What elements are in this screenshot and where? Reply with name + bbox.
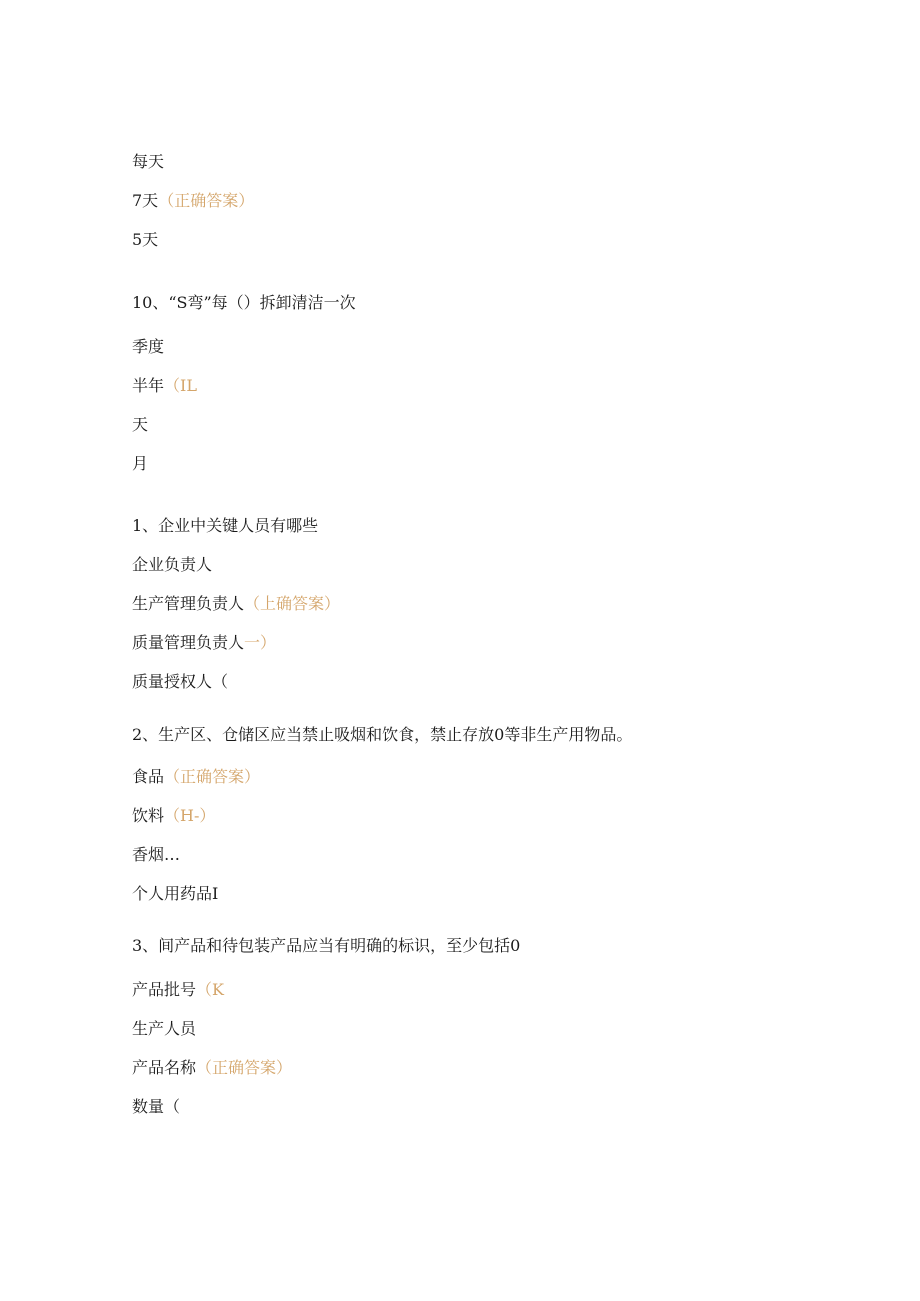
option-text: 天	[132, 415, 149, 434]
answer-note: （正确答案）	[164, 767, 261, 786]
option-text: 香烟…	[132, 845, 181, 864]
option-line	[132, 633, 276, 653]
option-text: 产品批号	[132, 980, 197, 999]
answer-note: 一）	[244, 633, 277, 652]
option-text: 每天	[132, 152, 165, 171]
answer-note: （正确答案）	[158, 191, 255, 210]
question-text: 3、间产品和待包装产品应当有明确的标识，至少包括0	[132, 936, 521, 955]
option-text: 生产人员	[132, 1019, 197, 1038]
option-line	[132, 376, 197, 396]
option-line	[132, 454, 148, 474]
option-line	[132, 884, 218, 904]
option-line	[132, 337, 164, 357]
option-line	[132, 845, 180, 865]
option-text: 饮料	[132, 806, 165, 825]
question-line	[132, 725, 632, 745]
option-text: 5天	[132, 230, 159, 249]
question-line	[132, 936, 520, 956]
option-text: 数量（	[132, 1097, 181, 1116]
option-line	[132, 230, 158, 250]
question-text: 1、企业中关键人员有哪些	[132, 516, 319, 535]
option-line	[132, 594, 340, 614]
option-text: 企业负责人	[132, 555, 213, 574]
option-text: 7天	[132, 191, 159, 210]
option-text: 质量管理负责人	[132, 633, 245, 652]
question-text: 2、生产区、仓储区应当禁止吸烟和饮食，禁止存放0等非生产用物品。	[132, 725, 633, 744]
option-text: 产品名称	[132, 1058, 197, 1077]
question-text: 10、“S弯”每（）拆卸清洁一次	[132, 293, 356, 312]
answer-note: （H-）	[164, 806, 216, 825]
option-text: 月	[132, 454, 149, 473]
answer-note: （K	[196, 980, 224, 999]
option-line	[132, 191, 254, 211]
option-line	[132, 980, 224, 1000]
option-text: 半年	[132, 376, 165, 395]
option-line	[132, 555, 212, 575]
option-text: 季度	[132, 337, 165, 356]
option-line	[132, 767, 260, 787]
option-line	[132, 152, 164, 172]
option-text: 食品	[132, 767, 165, 786]
option-line	[132, 1097, 180, 1117]
option-line	[132, 1019, 196, 1039]
option-line	[132, 806, 215, 826]
option-line	[132, 415, 148, 435]
question-line	[132, 293, 356, 313]
option-text: 质量授权人（	[132, 672, 229, 691]
option-text: 生产管理负责人	[132, 594, 245, 613]
option-line	[132, 672, 228, 692]
question-line	[132, 516, 318, 536]
option-text: 个人用药品I	[132, 884, 219, 903]
answer-note: （上确答案）	[244, 594, 341, 613]
answer-note: （正确答案）	[196, 1058, 293, 1077]
option-line	[132, 1058, 292, 1078]
answer-note: （IL	[164, 376, 197, 395]
